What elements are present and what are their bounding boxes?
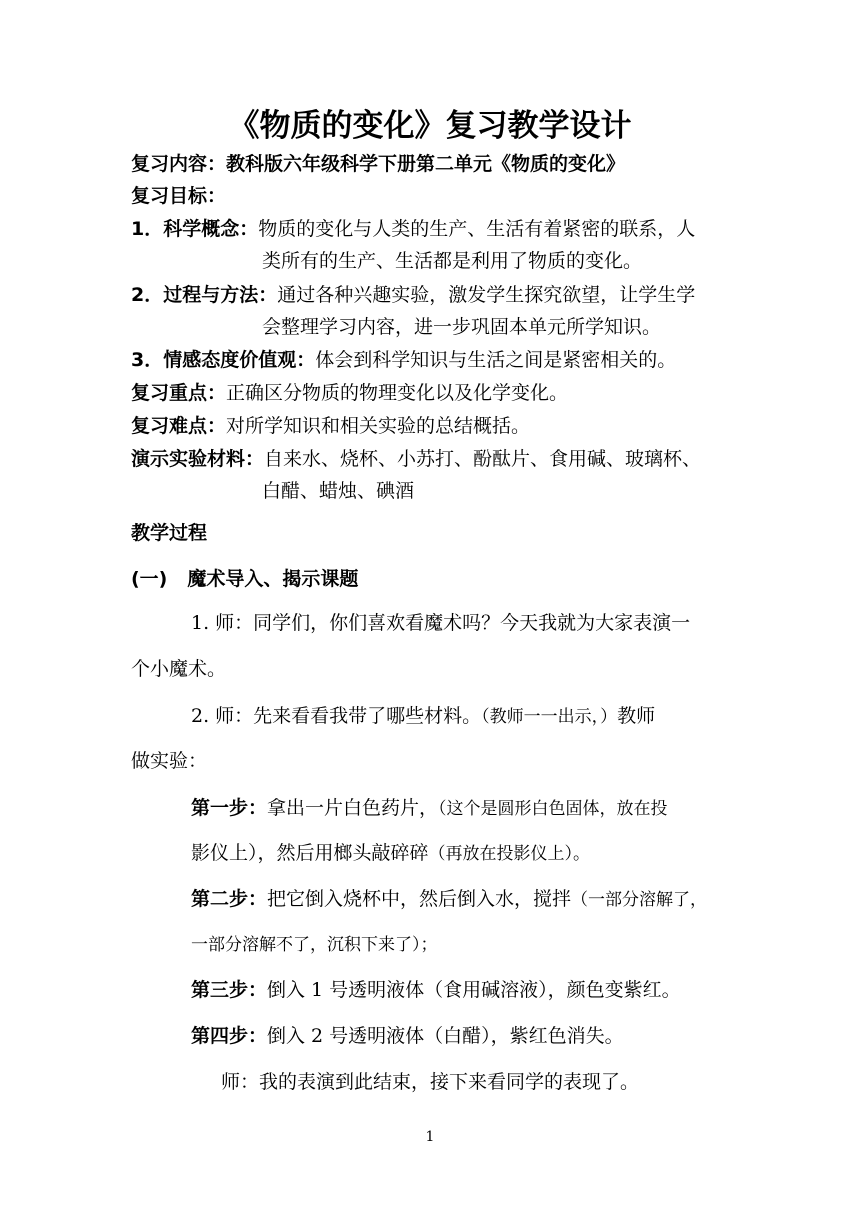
materials-text-1: 自来水、烧杯、小苏打、酚酞片、食用碱、玻璃杯、 bbox=[264, 448, 702, 470]
materials-line-1 bbox=[131, 447, 701, 471]
step-4-label: 第四步： bbox=[191, 1025, 268, 1047]
materials-label: 演示实验材料： bbox=[131, 448, 265, 470]
section-1-title: 魔术导入、揭示课题 bbox=[187, 568, 359, 590]
paragraph-2-line-2: 做实验： bbox=[131, 750, 208, 772]
section-1-number: (一) bbox=[131, 568, 168, 590]
step-2-line-1 bbox=[191, 887, 707, 912]
goal-2-text-1: 通过各种兴趣实验，激发学生探究欲望，让学生学 bbox=[277, 284, 696, 306]
goal-1-label: 1．科学概念： bbox=[131, 218, 259, 240]
page-number: 1 bbox=[425, 1129, 435, 1145]
review-content-label: 复习内容： bbox=[131, 153, 227, 175]
goal-2-label: 2．过程与方法： bbox=[131, 284, 278, 306]
step-1-line-2 bbox=[191, 841, 590, 866]
goal-1-text-1: 物质的变化与人类的生产、生活有着紧密的联系，人 bbox=[258, 218, 696, 240]
difficulty-label: 复习难点： bbox=[131, 415, 227, 437]
step-4-line-1 bbox=[191, 1024, 624, 1048]
difficulty-value: 对所学知识和相关实验的总结概括。 bbox=[226, 415, 531, 437]
step-3-label: 第三步： bbox=[191, 979, 268, 1001]
process-heading: 教学过程 bbox=[131, 522, 208, 544]
step-1-text-a: 拿出一片白色药片， bbox=[267, 797, 439, 819]
paragraph-2-text-b: （教师一一出示，） bbox=[481, 707, 618, 727]
step-3-line-1 bbox=[191, 978, 681, 1002]
step-1-text-d: （再放在投影仪上）。 bbox=[428, 844, 591, 864]
key-point-label: 复习重点： bbox=[131, 382, 227, 404]
key-point-value: 正确区分物质的物理变化以及化学变化。 bbox=[226, 382, 569, 404]
goal-3-line-1 bbox=[131, 348, 676, 372]
step-1-text-b: （这个是圆形白色固体，放在投 bbox=[438, 799, 668, 819]
document-title: 《物质的变化》复习教学设计 bbox=[228, 108, 632, 144]
goal-1-line-1 bbox=[131, 217, 695, 241]
paragraph-2-text-a: 2. 师：先来看看我带了哪些材料。 bbox=[191, 705, 482, 727]
closing-line: 师：我的表演到此结束，接下来看同学的表现了。 bbox=[221, 1071, 640, 1093]
review-content-value: 教科版六年级科学下册第二单元《物质的变化》 bbox=[226, 153, 626, 175]
review-content-line bbox=[131, 152, 625, 176]
paragraph-2-text-c: 教师 bbox=[617, 705, 656, 727]
section-1-heading bbox=[131, 567, 358, 591]
goal-3-text-1: 体会到科学知识与生活之间是紧密相关的。 bbox=[315, 349, 677, 371]
paragraph-2-line-1 bbox=[191, 704, 655, 729]
paragraph-1-line-1: 1. 师：同学们，你们喜欢看魔术吗？今天我就为大家表演一 bbox=[191, 612, 691, 634]
step-1-text-c: 影仪上），然后用榔头敲碎碎 bbox=[191, 842, 429, 864]
step-2-label: 第二步： bbox=[191, 888, 268, 910]
step-2-text-a: 把它倒入烧杯中，然后倒入水，搅拌 bbox=[267, 888, 572, 910]
materials-line-2: 白醋、蜡烛、碘酒 bbox=[262, 480, 415, 502]
step-1-line-1 bbox=[191, 796, 668, 821]
goal-1-line-2: 类所有的生产、生活都是利用了物质的变化。 bbox=[262, 250, 643, 272]
goal-2-line-1 bbox=[131, 283, 695, 307]
goal-3-label: 3．情感态度价值观： bbox=[131, 349, 316, 371]
review-goals-heading bbox=[131, 184, 226, 208]
step-2-line-2: 一部分溶解不了，沉积下来了）； bbox=[191, 935, 438, 955]
goal-2-line-2: 会整理学习内容，进一步巩固本单元所学知识。 bbox=[262, 316, 662, 338]
step-3-text: 倒入 1 号透明液体（食用碱溶液），颜色变紫红。 bbox=[267, 979, 681, 1001]
key-point-line bbox=[131, 381, 568, 405]
difficulty-line bbox=[131, 414, 530, 438]
step-1-label: 第一步： bbox=[191, 797, 268, 819]
paragraph-1-line-2: 个小魔术。 bbox=[131, 658, 227, 680]
review-goals-label: 复习目标： bbox=[131, 185, 227, 207]
step-4-text: 倒入 2 号透明液体（白醋），紫红色消失。 bbox=[267, 1025, 624, 1047]
step-2-text-b: （一部分溶解了， bbox=[571, 890, 708, 910]
